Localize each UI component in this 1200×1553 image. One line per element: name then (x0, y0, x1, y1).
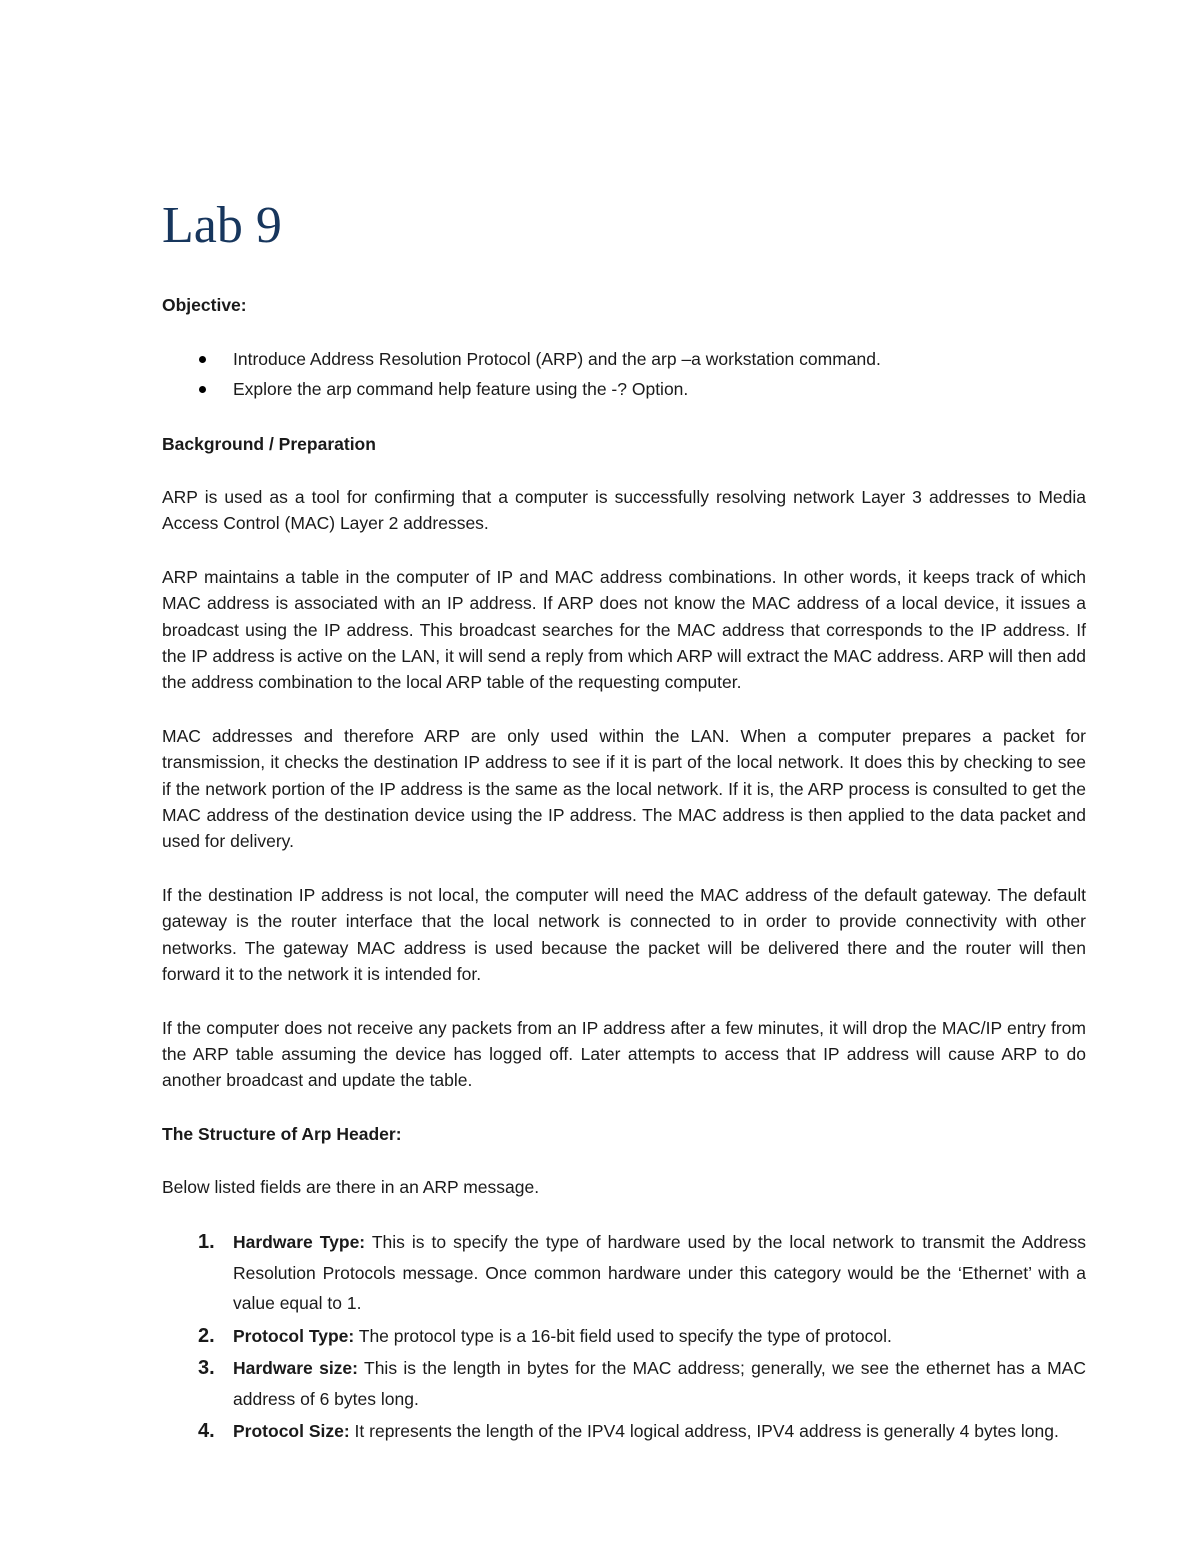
field-text: It represents the length of the IPV4 logical address, IPV4 address is generally 4 bytes long. (349, 1421, 1059, 1442)
arp-fields-list (162, 1227, 1086, 1447)
field-text: This is the length in bytes for the MAC address; generally, we see the ethernet has a MAC address of 6 bytes long. (233, 1358, 1086, 1409)
field-text: The protocol type is a 16-bit field used to specify the type of protocol. (354, 1325, 892, 1346)
list-item (162, 344, 1086, 374)
field-term: Hardware Type: (233, 1232, 366, 1253)
background-heading: Background / Preparation (162, 434, 376, 454)
field-term: Protocol Size: (233, 1421, 350, 1442)
structure-heading: The Structure of Arp Header: (162, 1123, 402, 1144)
paragraph: If the computer does not receive any packets from an IP address after a few minutes, it will drop the MAC/IP entry from the ARP table assuming the device has logged off. Later attempts to access that IP address will cause ARP to do another broadcast and update the table. (162, 1017, 1086, 1091)
paragraph: MAC addresses and therefore ARP are only used within the LAN. When a computer prepares a packet for transmission, it checks the destination IP address to see if it is part of the local network. It does this by checking to see if the network portion of the IP address is the same as the local network. If it is, the ARP process is consulted to get the MAC address of the destination device using the IP address. The MAC address is then applied to the data packet and used for delivery. (162, 725, 1086, 852)
field-term: Hardware size: (233, 1358, 358, 1379)
paragraph: If the destination IP address is not local, the computer will need the MAC address of the default gateway. The default gateway is the router interface that the local network is connected to in order to provide connectivity with other networks. The gateway MAC address is used because the packet will be delivered there and the router will then forward it to the network it is intended for. (162, 884, 1086, 985)
list-item (162, 1321, 1086, 1352)
list-item (162, 1416, 1086, 1447)
bullet-text: Introduce Address Resolution Protocol (ARP) and the arp –a workstation command. (233, 349, 881, 369)
field-text: This is to specify the type of hardware used by the local network to transmit the Address Resolution Protocols message. Once common hardware under this category would be the ‘Ethernet’ with a value equal to 1. (233, 1232, 1086, 1314)
structure-intro: Below listed fields are there in an ARP message. (162, 1176, 540, 1197)
list-number: 4. (198, 1420, 215, 1443)
list-number: 2. (198, 1324, 215, 1347)
list-item (162, 1227, 1086, 1319)
paragraph: ARP is used as a tool for confirming that a computer is successfully resolving network Layer 3 addresses to Media Access Control (MAC) Layer 2 addresses. (162, 487, 1086, 534)
list-number: 3. (198, 1357, 215, 1380)
page-title: Lab 9 (162, 197, 282, 254)
field-term: Protocol Type: (233, 1325, 355, 1346)
bullet-icon (199, 386, 206, 393)
list-item (162, 374, 1086, 404)
list-item (162, 1353, 1086, 1414)
document-page (162, 190, 1086, 1449)
objective-heading: Objective: (162, 295, 247, 315)
bullet-text: Explore the arp command help feature using the -? Option. (233, 379, 689, 399)
paragraph: ARP maintains a table in the computer of IP and MAC address combinations. In other words, it keeps track of which MAC address is associated with an IP address. If ARP does not know the MAC address of a local device, it issues a broadcast using the IP address. This broadcast searches for the MAC address that corresponds to the IP address. If the IP address is active on the LAN, it will send a reply from which ARP will extract the MAC address. ARP will then add the address combination to the local ARP table of the requesting computer. (162, 566, 1086, 693)
list-number: 1. (198, 1231, 215, 1254)
bullet-icon (199, 356, 206, 363)
objective-list (162, 344, 1086, 404)
